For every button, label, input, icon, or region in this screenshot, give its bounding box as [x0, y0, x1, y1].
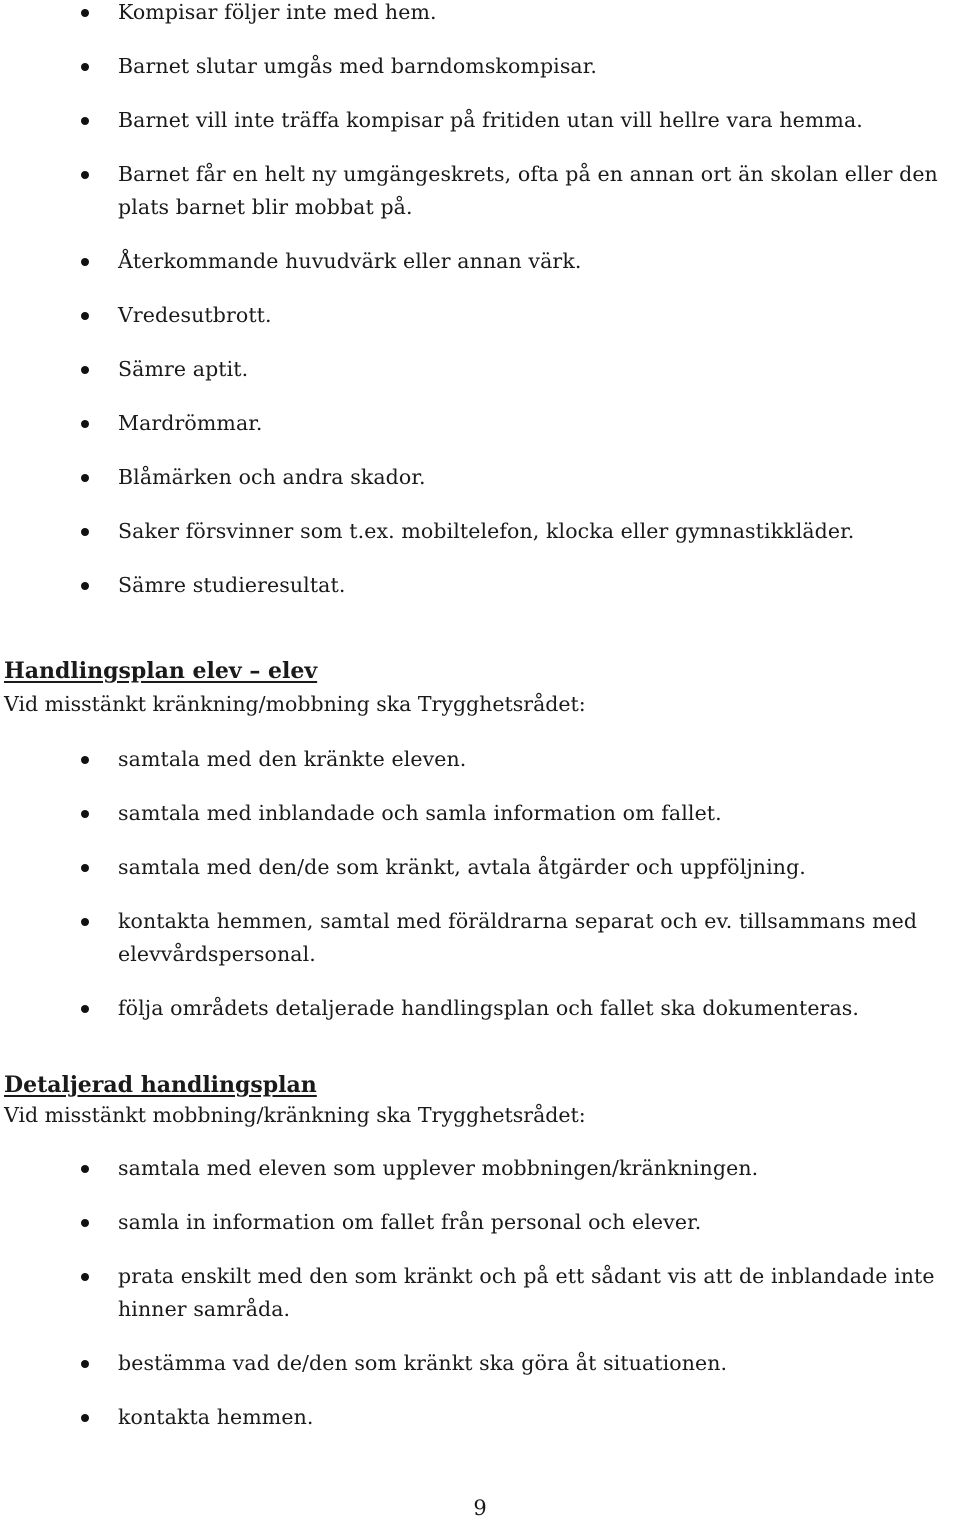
list-item-text: Kompisar följer inte med hem.: [118, 0, 437, 24]
bullet-icon: [81, 1273, 89, 1281]
section-heading-detaljerad-handlingsplan: Detaljerad handlingsplan: [4, 1072, 317, 1098]
list-item: [0, 158, 960, 224]
list-item: [0, 461, 960, 494]
bullet-icon: [81, 366, 89, 374]
list-item-text: kontakta hemmen, samtal med föräldrarna separat och ev. tillsammans med elevvårdspersonal.: [118, 909, 918, 966]
list-item-text: Sämre aptit.: [118, 357, 249, 381]
bullet-icon: [81, 9, 89, 17]
list-item: [0, 353, 960, 386]
page-number: 9: [473, 1496, 487, 1520]
list-item-text: Återkommande huvudvärk eller annan värk.: [118, 249, 582, 273]
list-item-text: bestämma vad de/den som kränkt ska göra åt situationen.: [118, 1351, 728, 1375]
bullet-icon: [81, 1414, 89, 1422]
bullet-icon: [81, 1165, 89, 1173]
list-item: [0, 515, 960, 548]
list-item: [0, 245, 960, 278]
bullet-icon: [81, 420, 89, 428]
list-item-text: Sämre studieresultat.: [118, 573, 346, 597]
list-item: [0, 1401, 960, 1434]
section-intro-detaljerad-handlingsplan: Vid misstänkt mobbning/kränkning ska Trygghetsrådet:: [4, 1103, 586, 1127]
bullet-icon: [81, 312, 89, 320]
list-item: [0, 797, 960, 830]
list-item: [0, 743, 960, 776]
section-heading-handlingsplan-elev: Handlingsplan elev – elev: [4, 658, 318, 684]
list-item-text: Saker försvinner som t.ex. mobiltelefon, klocka eller gymnastikkläder.: [118, 519, 855, 543]
list-item-text: samtala med den/de som kränkt, avtala åtgärder och uppföljning.: [118, 855, 806, 879]
list-item-text: samla in information om fallet från personal och elever.: [118, 1210, 702, 1234]
list-item-text: prata enskilt med den som kränkt och på ett sådant vis att de inblandade inte hinner samråda.: [118, 1264, 935, 1321]
bullet-icon: [81, 171, 89, 179]
bullet-icon: [81, 528, 89, 536]
list-item: [0, 905, 960, 971]
list-item: [0, 0, 960, 29]
bullet-icon: [81, 1219, 89, 1227]
list-item: [0, 407, 960, 440]
list-item-text: Mardrömmar.: [118, 411, 263, 435]
list-item-text: samtala med den kränkte eleven.: [118, 747, 467, 771]
symptom-list: [0, 0, 960, 623]
bullet-icon: [81, 1005, 89, 1013]
handlingsplan-elev-list: [0, 743, 960, 1046]
bullet-icon: [81, 582, 89, 590]
list-item: [0, 851, 960, 884]
list-item-text: Barnet slutar umgås med barndomskompisar.: [118, 54, 598, 78]
list-item: [0, 1260, 960, 1326]
list-item: [0, 1347, 960, 1380]
list-item-text: Vredesutbrott.: [118, 303, 272, 327]
bullet-icon: [81, 117, 89, 125]
list-item: [0, 569, 960, 602]
list-item-text: Blåmärken och andra skador.: [118, 465, 426, 489]
bullet-icon: [81, 63, 89, 71]
list-item-text: kontakta hemmen.: [118, 1405, 314, 1429]
bullet-icon: [81, 810, 89, 818]
list-item-text: Barnet får en helt ny umgängeskrets, ofta på en annan ort än skolan eller den plats barnet blir mobbat på.: [118, 162, 938, 219]
list-item: [0, 104, 960, 137]
list-item: [0, 1152, 960, 1185]
bullet-icon: [81, 1360, 89, 1368]
list-item: [0, 299, 960, 332]
detaljerad-handlingsplan-list: [0, 1152, 960, 1455]
bullet-icon: [81, 474, 89, 482]
section-intro-handlingsplan-elev: Vid misstänkt kränkning/mobbning ska Trygghetsrådet:: [4, 692, 586, 716]
bullet-icon: [81, 864, 89, 872]
list-item-text: samtala med eleven som upplever mobbningen/kränkningen.: [118, 1156, 759, 1180]
list-item: [0, 1206, 960, 1239]
list-item-text: samtala med inblandade och samla information om fallet.: [118, 801, 722, 825]
bullet-icon: [81, 918, 89, 926]
list-item-text: Barnet vill inte träffa kompisar på fritiden utan vill hellre vara hemma.: [118, 108, 863, 132]
bullet-icon: [81, 258, 89, 266]
bullet-icon: [81, 756, 89, 764]
list-item: [0, 992, 960, 1025]
list-item-text: följa områdets detaljerade handlingsplan och fallet ska dokumenteras.: [118, 996, 860, 1020]
list-item: [0, 50, 960, 83]
